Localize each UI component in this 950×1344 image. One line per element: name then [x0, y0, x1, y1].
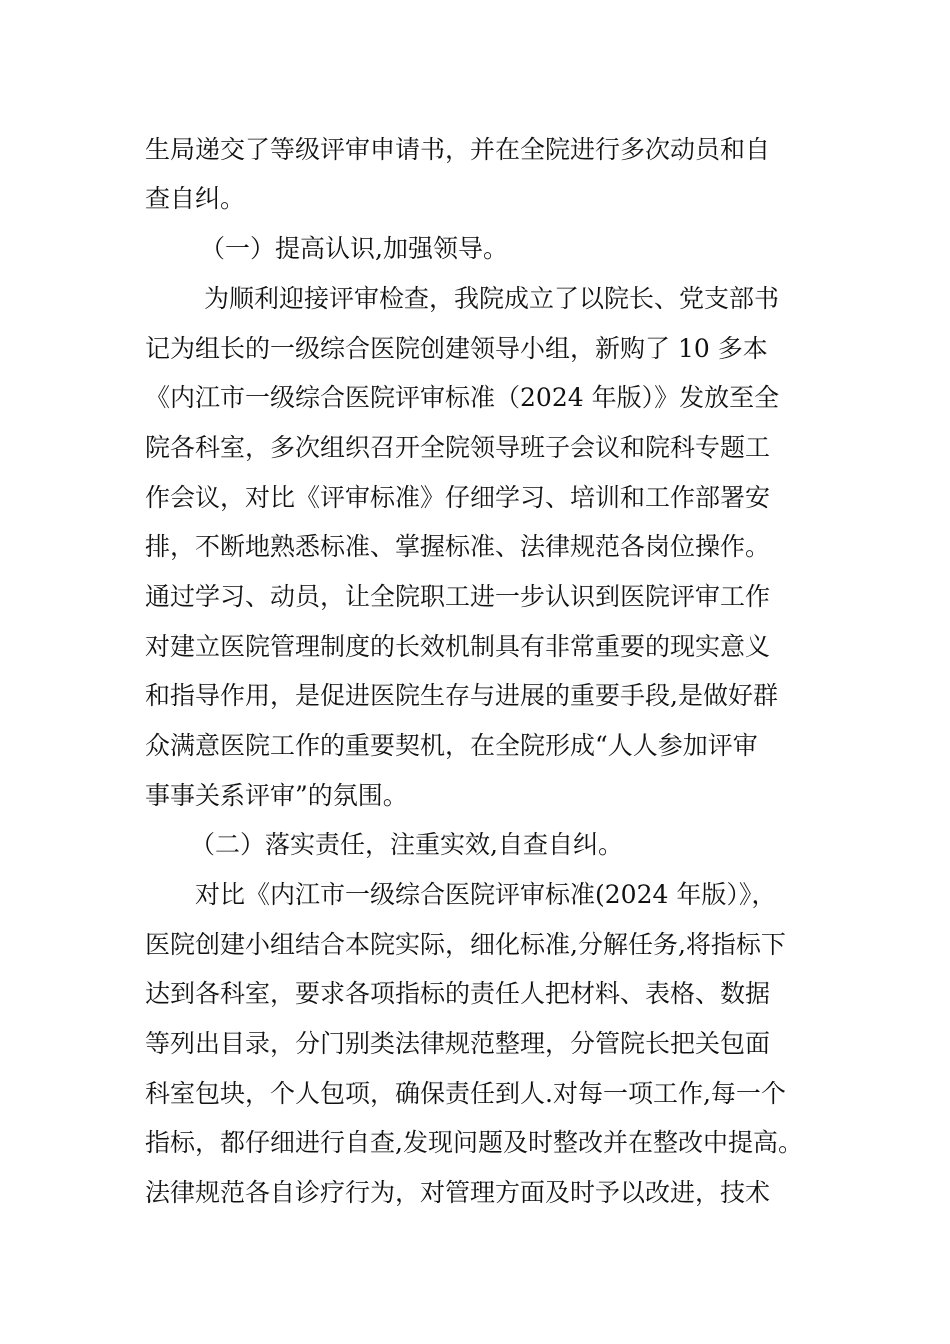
text-line-12: 和指导作用，是促进医院生存与进展的重要手段,是做好群	[145, 681, 778, 710]
section-heading-2: （二）落实责任，注重实效,自查自纠。	[190, 830, 623, 859]
text-line-8: 作会议，对比《评审标准》仔细学习、培训和工作部署安	[145, 483, 771, 512]
text-line-18: 达到各科室，要求各项指标的责任人把材料、表格、数据	[145, 979, 771, 1008]
text-line-4: 为顺利迎接评审检查，我院成立了以院长、党支部书	[204, 284, 780, 313]
text-line-17: 医院创建小组结合本院实际，细化标准,分解任务,将指标下	[145, 930, 786, 959]
text-line-19: 等列出目录，分门别类法律规范整理，分管院长把关包面	[145, 1029, 771, 1058]
text-line-7: 院各科室，多次组织召开全院领导班子会议和院科专题工	[145, 433, 771, 462]
text-line-20: 科室包块，个人包项，确保责任到人.对每一项工作,每一个	[145, 1079, 786, 1108]
text-line-9: 排，不断地熟悉标准、掌握标准、法律规范各岗位操作。	[145, 532, 771, 561]
text-line-22: 法律规范各自诊疗行为，对管理方面及时予以改进，技术	[145, 1178, 771, 1207]
text-line-5: 记为组长的一级综合医院创建领导小组，新购了 10 多本	[145, 334, 768, 363]
text-line-21: 指标，都仔细进行自查,发现问题及时整改并在整改中提高。	[145, 1128, 803, 1157]
text-line-10: 通过学习、动员，让全院职工进一步认识到医院评审工作	[145, 582, 771, 611]
text-line-6: 《内江市一级综合医院评审标准（2024 年版）》发放至全	[145, 383, 780, 412]
text-line-16: 对比《内江市一级综合医院评审标准(2024 年版）》，	[195, 880, 777, 909]
text-line-14: 事事关系评审”的氛围。	[145, 781, 408, 810]
text-line-13: 众满意医院工作的重要契机，在全院形成“人人参加评审	[145, 731, 758, 760]
section-heading-1: （一）提高认识,加强领导。	[200, 234, 508, 263]
text-line-11: 对建立医院管理制度的长效机制具有非常重要的现实意义	[145, 632, 771, 661]
text-line-2: 查自纠。	[145, 184, 246, 213]
text-line-1: 生局递交了等级评审申请书，并在全院进行多次动员和自	[145, 135, 771, 164]
